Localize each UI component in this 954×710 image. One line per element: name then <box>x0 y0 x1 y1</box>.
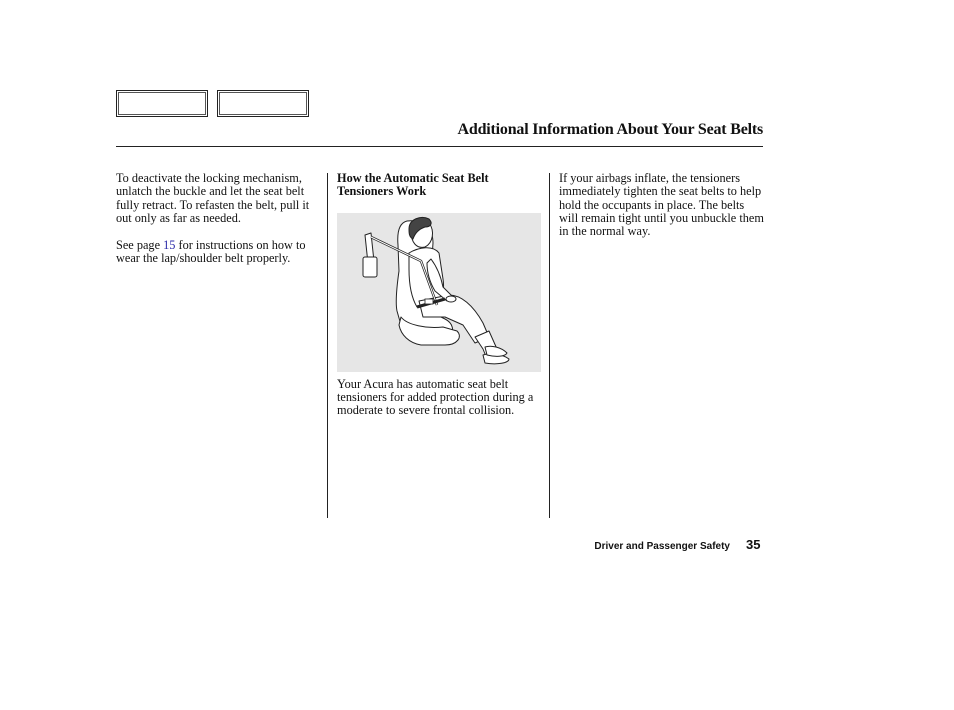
column-2 <box>337 172 542 431</box>
seated-person-with-seatbelt-illustration <box>337 213 541 372</box>
page-15-link[interactable]: 15 <box>163 238 176 253</box>
tensioners-subheading: How the Automatic Seat Belt Tensioners Work <box>337 171 489 199</box>
column-divider <box>327 173 328 518</box>
see-page-text-rest: for instructions on how to wear the lap/shoulder belt properly. <box>116 238 306 266</box>
section-footer: Driver and Passenger Safety <box>594 541 730 552</box>
next-page-button[interactable] <box>217 90 309 117</box>
tensioners-description: Your Acura has automatic seat belt tensioners for added protection during a moderate to severe frontal collision. <box>337 376 534 418</box>
locking-mechanism-paragraph: To deactivate the locking mechanism, unlatch the buckle and let the seat belt fully retract. To refasten the belt, pull it out only as far as needed. <box>116 171 310 225</box>
page-number: 35 <box>746 537 761 552</box>
title-divider <box>116 146 763 147</box>
airbag-tensioners-paragraph: If your airbags inflate, the tensioners immediately tighten the seat belts to help hold the occupants in place. The belts will remain tight until you unbuckle them in the normal way. <box>559 171 764 239</box>
see-page-text: See page <box>116 238 164 253</box>
page-title: Additional Information About Your Seat Belts <box>457 121 763 138</box>
previous-page-button[interactable] <box>116 90 208 117</box>
column-1 <box>116 172 316 280</box>
column-3 <box>559 172 764 252</box>
column-divider-2 <box>549 173 550 518</box>
see-page-paragraph <box>116 239 316 266</box>
